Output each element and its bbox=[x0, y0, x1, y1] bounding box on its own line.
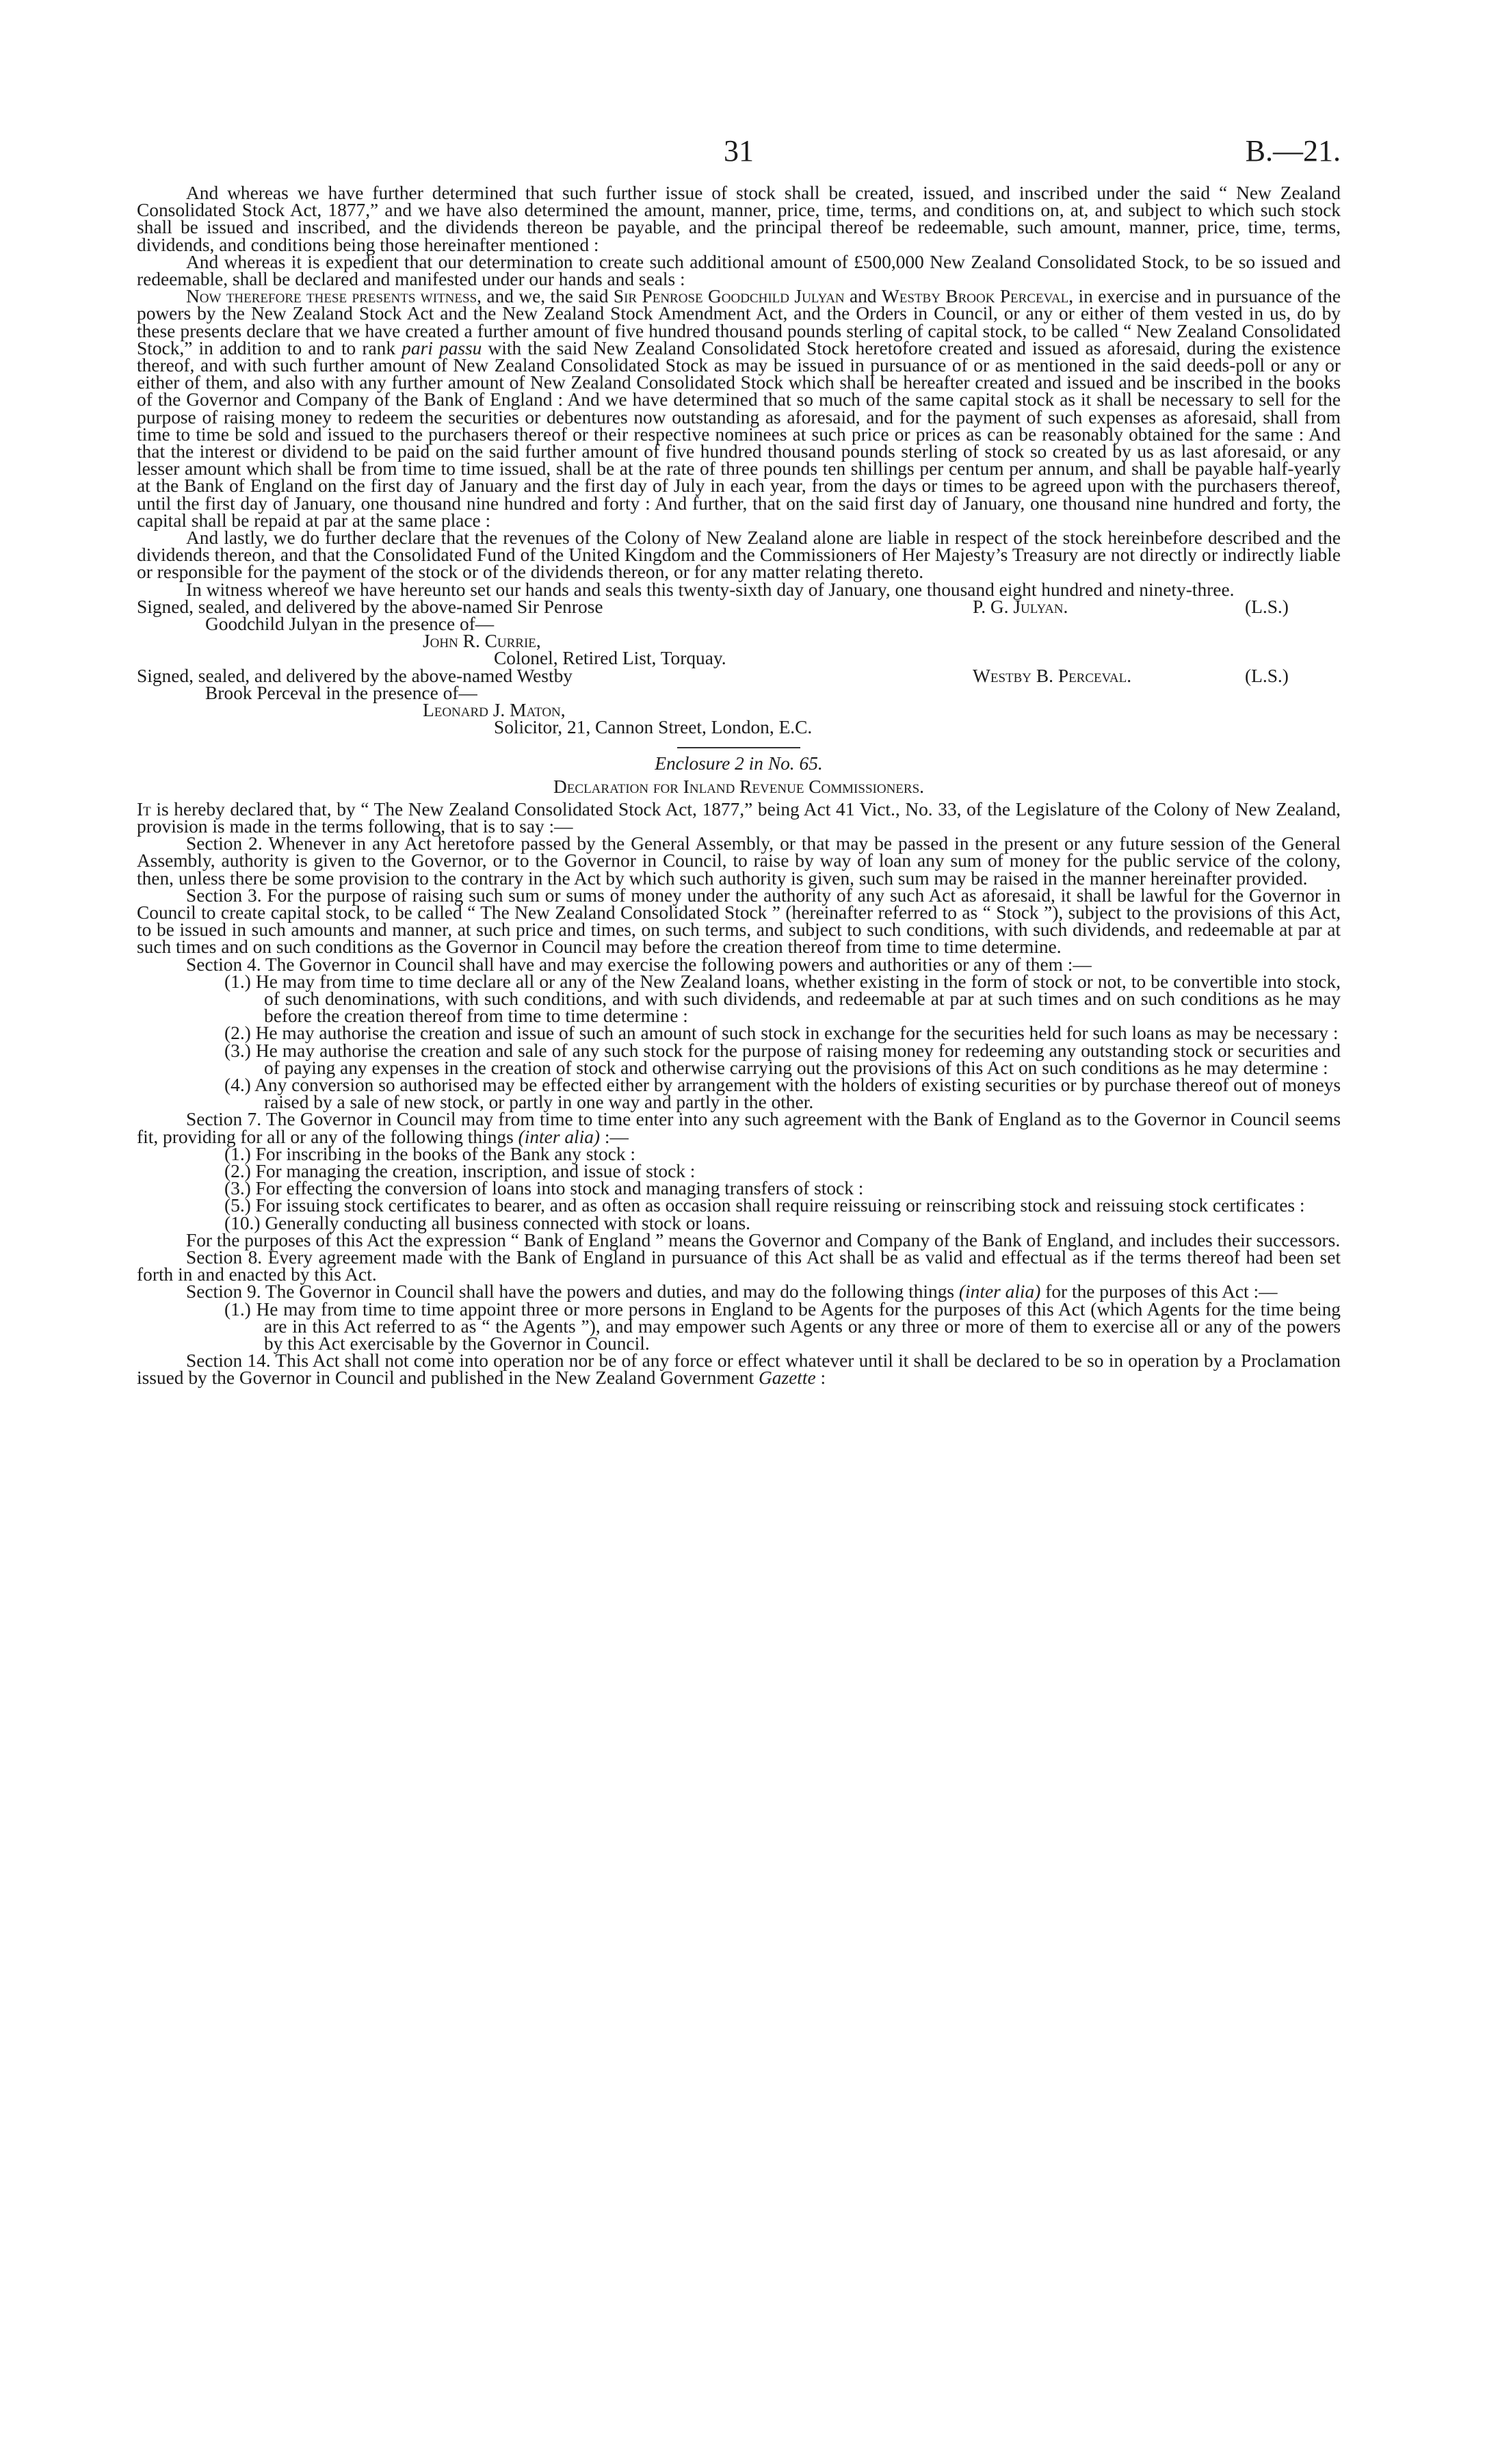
section-4-item-2: (2.) He may authorise the creation and issue of such an amount of such stock in exchange for the securities held for such loans as may be necessary : bbox=[224, 1023, 1339, 1044]
pari-passu-italic: pari passu bbox=[402, 337, 482, 358]
witness-2-title-line bbox=[137, 719, 1341, 736]
section-4-item-4: (4.) Any conversion so authorised may be effected either by arrangement with the holders of existing securities or by purchase thereof out of moneys raised by a sale of new stock, or partly in one way and partly in the other. bbox=[224, 1075, 1341, 1113]
signature-1-text: Signed, sealed, and delivered by the above-named Sir Penrose bbox=[137, 596, 603, 617]
signature-2-line-2 bbox=[137, 682, 1341, 703]
section-7-text: Section 7. The Governor in Council may from time to time enter into any such agreement with the Bank of England as to the Governor in Council seems fit, providing for all or any of the following things bbox=[137, 1109, 1341, 1147]
section-4-item-3: (3.) He may authorise the creation and sale of any such stock for the purpose of raising money for redeeming any outstanding stock or securities and of paying any expenses in the creation of stock and otherwise carrying out the provisions of this Act on such conditions as he may determine : bbox=[224, 1040, 1341, 1078]
section-4-item-1: (1.) He may from time to time declare all or any of the New Zealand loans, whether existing in the form of stock or not, to be convertible into stock, of such denominations, with such conditions, and with such dividends, and redeemable at par at such times and on such conditions as he may before the creation thereof from time to time determine : bbox=[224, 971, 1341, 1027]
section-7-item-10: (10.) Generally conducting all business connected with stock or loans. bbox=[224, 1212, 751, 1233]
name-julyan: Sir Penrose Goodchild Julyan bbox=[613, 286, 845, 307]
section-9-tail: for the purposes of this Act :— bbox=[1040, 1281, 1278, 1302]
witness-2-name: Leonard J. Maton, bbox=[423, 700, 566, 720]
witness-1-name-line bbox=[137, 633, 1341, 650]
section-7-item-5: (5.) For issuing stock certificates to bearer, and as often as occasion shall require reissuing or reinscribing stock and reissuing stock certificates : bbox=[224, 1195, 1305, 1216]
witness-1-name: John R. Currie, bbox=[423, 631, 541, 652]
section-9 bbox=[137, 1283, 1341, 1300]
page-number: 31 bbox=[724, 134, 754, 168]
signature-2-text: Signed, sealed, and delivered by the above-named Westby bbox=[137, 665, 573, 686]
section-8: Section 8. Every agreement made with the Bank of England in pursuance of this Act shall be as valid and effectual as if the terms thereof had been set forth in and enacted by this Act. bbox=[137, 1247, 1341, 1285]
section-14 bbox=[137, 1352, 1341, 1387]
page-header bbox=[137, 134, 1341, 185]
now-therefore-text-a: and we, the said bbox=[481, 286, 614, 307]
section-7-tail: :— bbox=[600, 1126, 629, 1147]
name-perceval: Westby Brook Perceval bbox=[881, 286, 1069, 307]
signer-perceval: Westby B. Perceval. bbox=[973, 665, 1132, 686]
enclosure-heading: Declaration for Inland Revenue Commissioners. bbox=[553, 776, 924, 797]
paragraph-lastly: And lastly, we do further declare that the revenues of the Colony of New Zealand alone are liable in respect of the stock hereinbefore described and the dividends thereon, and that the Consolidated Fund of the United Kingdom and the Commissioners of Her Majesty’s Treasury are not directly or indirectly liable or responsible for the payment of the stock or of the dividends thereon, or for any matter relating thereto. bbox=[137, 527, 1341, 583]
enclosure-title bbox=[137, 755, 1341, 772]
seal-2: (L.S.) bbox=[1245, 665, 1289, 686]
document-reference: B.—21. bbox=[1245, 134, 1341, 168]
witness-2-title: Solicitor, 21, Cannon Street, London, E.C. bbox=[494, 717, 813, 738]
section-14-text: Section 14. This Act shall not come into operation nor be of any force or effect whatever until it shall be declared to be so in operation by a Proclamation issued by the Governor in Council and published in the New Zealand Government bbox=[137, 1350, 1341, 1389]
document-page bbox=[137, 134, 1341, 1389]
section-14-tail: : bbox=[815, 1367, 826, 1389]
section-7-italic: (inter alia) bbox=[518, 1126, 601, 1147]
section-7-item-3: (3.) For effecting the conversion of loans into stock and managing transfers of stock : bbox=[224, 1178, 864, 1199]
seal-1: (L.S.) bbox=[1245, 596, 1289, 617]
definition-bank-of-england: For the purposes of this Act the expression “ Bank of England ” means the Governor and Company of the Bank of England, and includes their successors. bbox=[186, 1229, 1341, 1250]
paragraph-expedient: And whereas it is expedient that our determination to create such additional amount of £500,000 New Zealand Consolidated Stock, to be so issued and redeemable, shall be declared and manifested under our hands and seals : bbox=[137, 251, 1341, 290]
declared-text: is hereby declared that, by “ The New Zealand Consolidated Stock Act, 1877,” being Act 41 Vict., No. 33, of the Legislature of the Colony of New Zealand, provision is made in the terms following, that is to say :— bbox=[137, 798, 1341, 837]
paragraph-further-determined: And whereas we have further determined that such further issue of stock shall be created, issued, and inscribed under the said “ New Zealand Consolidated Stock Act, 1877,” and we have also determined the amount, manner, price, time, terms, and conditions on, at, and subject to which such stock shall be issued and inscribed, and the dividends thereon be payable, and the principal thereof be redeemable, such amount, manner, price, time, terms, dividends, and conditions being those hereinafter mentioned : bbox=[137, 183, 1341, 255]
now-therefore-lead: Now therefore these presents witness, bbox=[186, 286, 482, 307]
now-therefore-text-d: with the said New Zealand Consolidated Stock heretofore created and issued as aforesaid, during the existence thereof, and with such further amount of New Zealand Consolidated Stock as may be issued in pursuance of or as mentioned in the said deeds-poll or any or either of them, and also with any further amount of New Zealand Consolidated Stock which shall be hereafter created and issued and be inscribed in the books of the Governor and Company of the Bank of England : And we have determined that so much of the same capital stock as it shall be necessary to sell for the purpose of raising money to redeem the securities or debentures now outstanding as aforesaid, and for the payment of such expenses as aforesaid, shall from time to time be sold and issued to the purchasers thereof or their respective nominees at such price or prices as can be reasonably obtained for the same : And that the interest or dividend to be paid on the said further amount of five hundred thousand pounds sterling of stock so created by us as last aforesaid, or any lesser amount which shall be from time to time issued, shall be at the rate of three pounds ten shillings per centum per annum, and shall be payable half-yearly at the Bank of England on the first day of January and the first day of July in each year, from the days or times to be agreed upon with the purchasers thereof, until the first day of January, one thousand nine hundred and forty : And further, that on the said first day of January, one thousand nine hundred and forty, the capital shall be repaid at par at the same place : bbox=[137, 337, 1341, 531]
section-4: Section 4. The Governor in Council shall have and may exercise the following powers and authorities or any of them :— bbox=[186, 954, 1092, 975]
section-3: Section 3. For the purpose of raising such sum or sums of money under the authority of any such Act as aforesaid, it shall be lawful for the Governor in Council to create capital stock, to be called “ The New Zealand Consolidated Stock ” (hereinafter referred to as “ Stock ”), subject to the provisions of this Act, to be issued in such amounts and manner, at such price and times, on such terms, and subject to such conditions, with such dividends, and redeemable at par at such times and on such conditions as the Governor in Council may before the creation thereof from time to time determine. bbox=[137, 884, 1341, 958]
signature-block bbox=[137, 596, 1341, 738]
now-therefore-text-c: , in exercise and in pursuance of the powers by the New Zealand Stock Act and the New Zealand Stock Amendment Act, and the Orders in Council, or any or either of them vested in us, do by these presents declare that we have created a further amount of five hundred thousand pounds sterling of capital stock, to be called “ New Zealand Consolidated Stock,” in addition to and to rank bbox=[137, 286, 1341, 358]
section-14-italic: Gazette bbox=[759, 1367, 816, 1389]
signature-1-text-2: Goodchild Julyan in the presence of— bbox=[205, 614, 495, 635]
section-9-item-1: (1.) He may from time to time appoint three or more persons in England to be Agents for the purposes of this Act (which Agents for the time being are in this Act referred to as “ the Agents ”), and may empower such Agents or any three or more of them to exercise all or any of the powers by this Act exercisable by the Governor in Council. bbox=[224, 1298, 1341, 1354]
section-2: Section 2. Whenever in any Act heretofore passed by the General Assembly, or that may be passed in the present or any future session of the General Assembly, authority is given to the Governor, or to the Governor in Council, to raise by way of loan any sum of money for the public service of the colony, then, unless there be some provision to the contrary in the Act by which such authority is given, such sum may be raised in the manner hereinafter provided. bbox=[137, 833, 1341, 889]
witness-1-title-line bbox=[137, 650, 1341, 667]
section-7 bbox=[137, 1111, 1341, 1145]
section-9-italic: (inter alia) bbox=[958, 1281, 1041, 1302]
signer-julyan: P. G. Julyan. bbox=[973, 596, 1068, 617]
paragraph-now-therefore bbox=[137, 288, 1341, 529]
declared-lead: It bbox=[137, 798, 151, 820]
section-7-item-2: (2.) For managing the creation, inscription, and issue of stock : bbox=[224, 1161, 696, 1182]
witness-1-title: Colonel, Retired List, Torquay. bbox=[494, 648, 726, 669]
signature-2-text-2: Brook Perceval in the presence of— bbox=[205, 682, 477, 703]
signature-1-line-2 bbox=[137, 616, 1341, 633]
section-7-item-1: (1.) For inscribing in the books of the Bank any stock : bbox=[224, 1143, 635, 1164]
section-divider bbox=[677, 747, 800, 748]
paragraph-in-witness: In witness whereof we have hereunto set our hands and seals this twenty-sixth day of January, one thousand eight hundred and ninety-three. bbox=[186, 579, 1235, 600]
enclosure-title-text: Enclosure 2 in No. 65. bbox=[655, 753, 823, 774]
now-therefore-text-b: and bbox=[844, 286, 882, 307]
paragraph-declared bbox=[137, 798, 1341, 837]
section-9-text: Section 9. The Governor in Council shall have the powers and duties, and may do the following things bbox=[186, 1281, 959, 1302]
